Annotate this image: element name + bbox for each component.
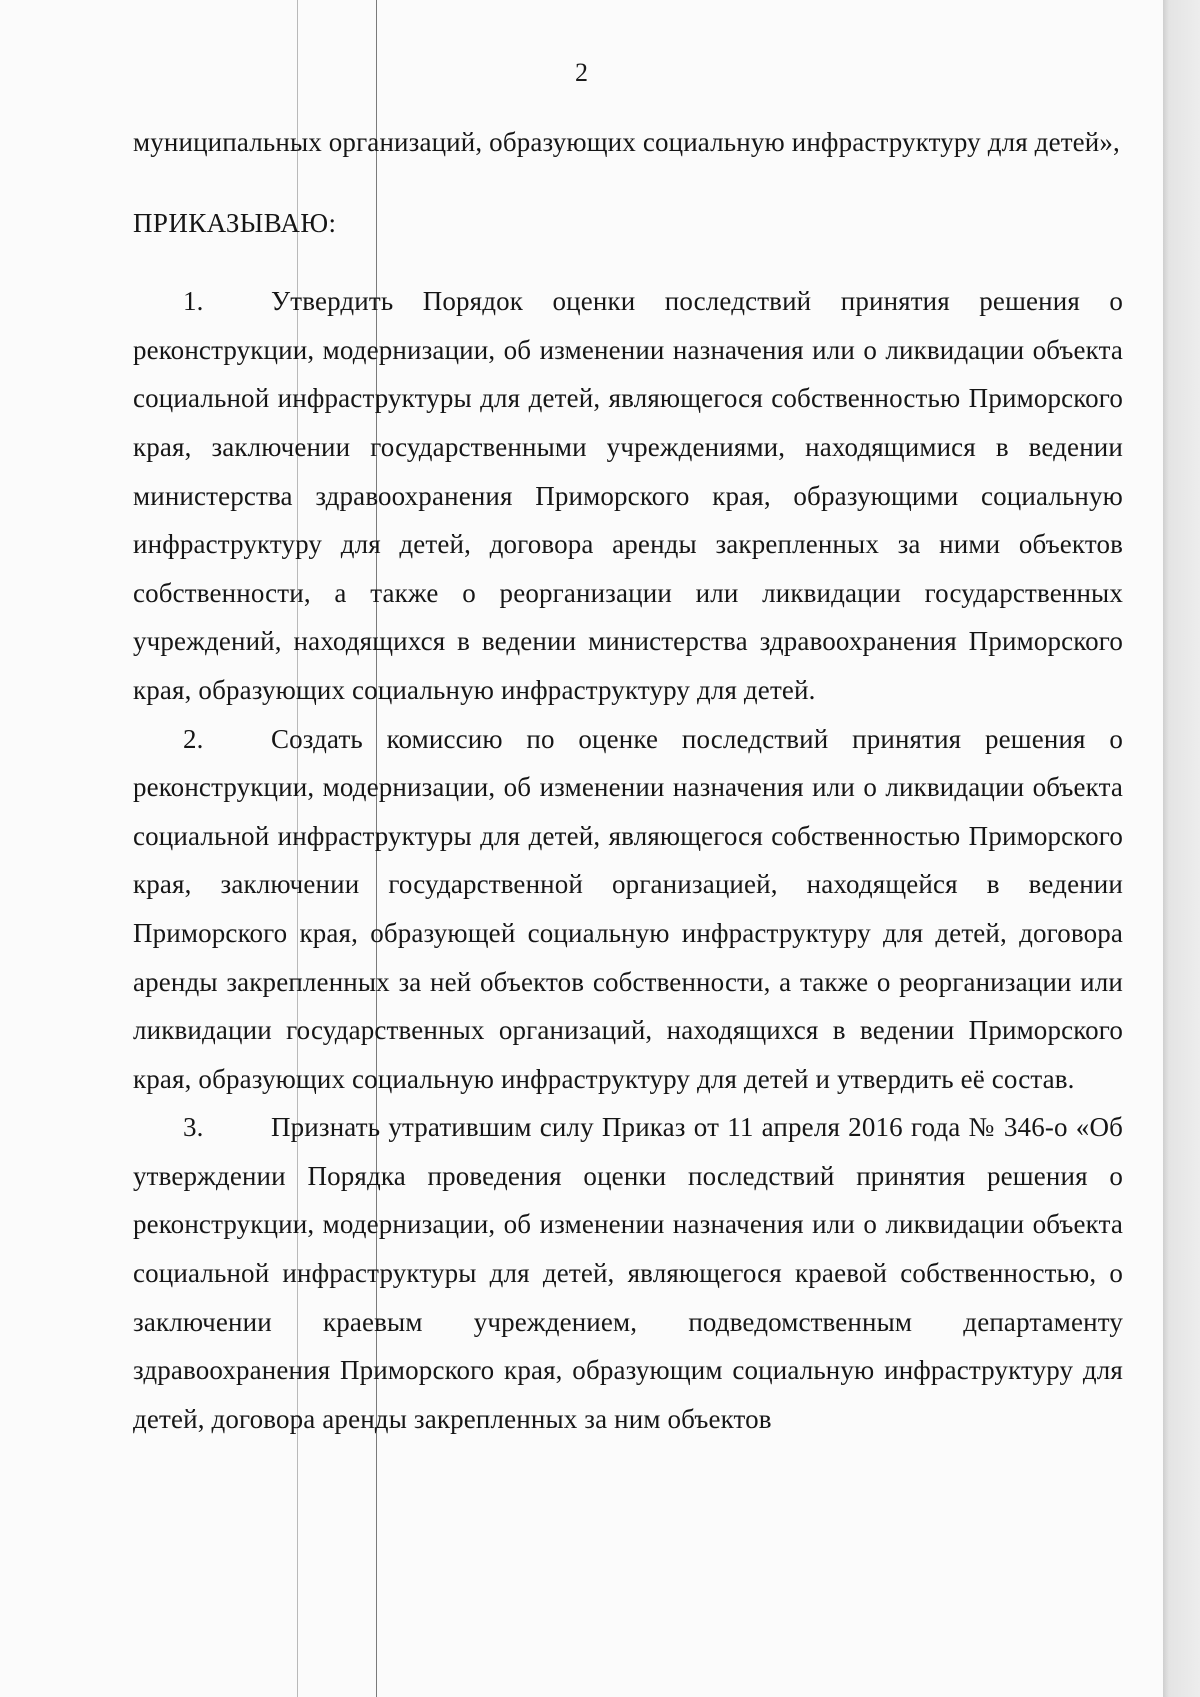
order-item-1 xyxy=(133,277,1123,714)
intro-paragraph: муниципальных организаций, образующих социальную инфраструктуру для детей», xyxy=(133,127,1120,157)
order-item-2 xyxy=(133,715,1123,1104)
item-number: 1. xyxy=(183,286,204,317)
order-item-3 xyxy=(133,1103,1123,1443)
scan-margin xyxy=(1163,0,1200,1697)
item-number: 3. xyxy=(183,1112,204,1143)
item-text: Создать комиссию по оценке последствий принятия решения о реконструкции, модернизации, об изменении назначения или о ликвидации объекта социальной инфраструктуры для детей, являющегося собственностью Приморского края, заключении государственной организацией, находящейся в ведении Приморского края, образующей социальную инфраструктуру для детей, договора аренды закрепленных за ней объектов собственности, а также о реорганизации или ликвидации государственных организаций, находящихся в ведении Приморского края, образующих социальную инфраструктуру для детей и утвердить её состав. xyxy=(133,723,1123,1094)
item-text: Признать утратившим силу Приказ от 11 апреля 2016 года № 346-о «Об утверждении Порядка проведения оценки последствий принятия решения о реконструкции, модернизации, об изменении назначения или о ликвидации объекта социальной инфраструктуры для детей, являющегося краевой собственностью, о заключении краевым учреждением, подведомственным департаменту здравоохранения Приморского края, образующим социальную инфраструктуру для детей, договора аренды закрепленных за ним объектов xyxy=(133,1112,1123,1434)
document-body xyxy=(133,118,1123,1443)
directive-heading: ПРИКАЗЫВАЮ: xyxy=(133,207,337,238)
page-number: 2 xyxy=(575,58,588,87)
item-number: 2. xyxy=(183,723,204,754)
item-text: Утвердить Порядок оценки последствий принятия решения о реконструкции, модернизации, об изменении назначения или о ликвидации объекта социальной инфраструктуры для детей, являющегося собственностью Приморского края, заключении государственными учреждениями, находящимися в ведении министерства здравоохранения Приморского края, образующими социальную инфраструктуру для детей, договора аренды закрепленных за ними объектов собственности, а также о реорганизации или ликвидации государственных учреждений, находящихся в ведении министерства здравоохранения Приморского края, образующих социальную инфраструктуру для детей. xyxy=(133,286,1123,705)
